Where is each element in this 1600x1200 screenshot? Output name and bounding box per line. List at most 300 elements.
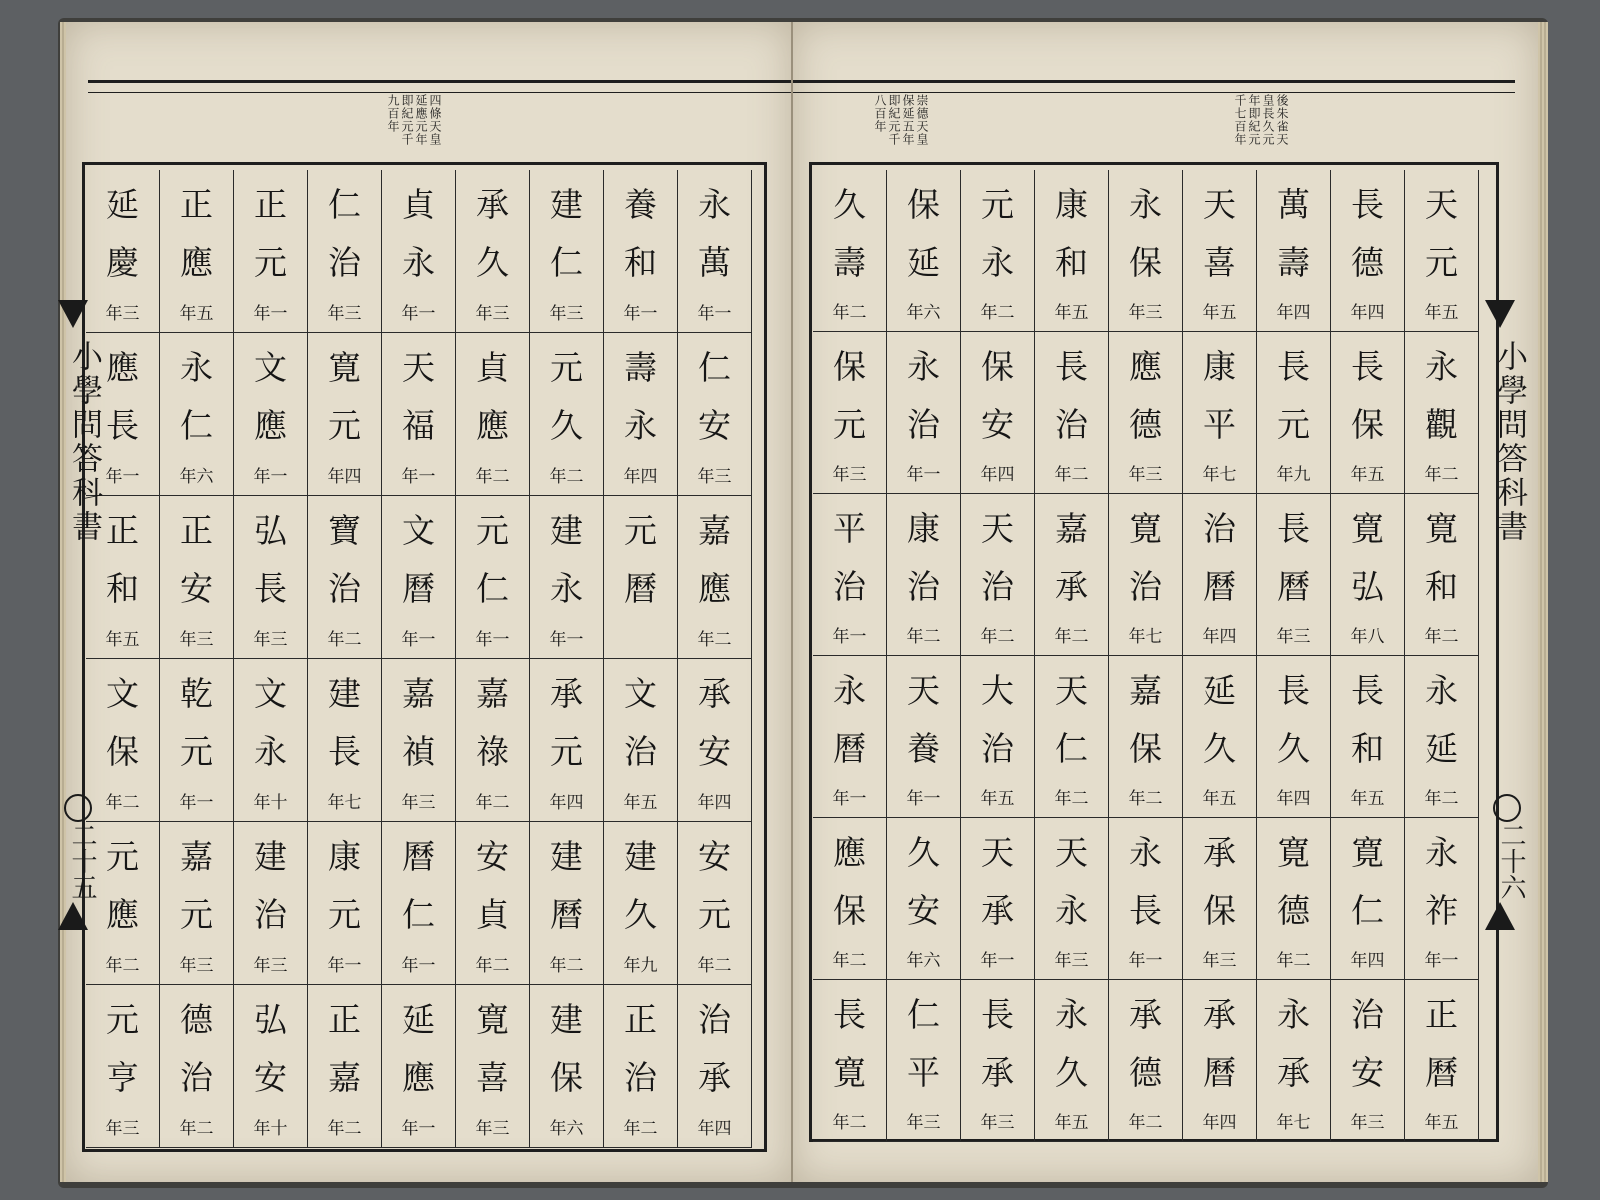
era-name-char-1: 治 <box>1203 509 1236 548</box>
era-name-char-2: 治 <box>180 1058 213 1097</box>
era-name-char-2: 曆 <box>550 895 583 934</box>
era-name-char-1: 延 <box>1203 671 1236 710</box>
era-duration: 年一 <box>401 1119 436 1139</box>
era-name-char-1: 長 <box>1351 671 1384 710</box>
era-cell <box>961 170 1035 332</box>
era-cell <box>1257 818 1331 980</box>
era-cell <box>1257 656 1331 818</box>
era-name-char-1: 寛 <box>1129 509 1162 548</box>
era-name-char-2: 治 <box>981 729 1014 768</box>
era-duration: 年一 <box>327 956 362 976</box>
era-name-char-1: 永 <box>833 671 866 710</box>
era-name-char-2: 安 <box>254 1058 287 1097</box>
era-name-char-2: 承 <box>981 1053 1014 1092</box>
era-name-char-1: 承 <box>1203 995 1236 1034</box>
era-name-char-1: 永 <box>1425 833 1458 872</box>
era-cell <box>382 985 456 1148</box>
era-name-char-1: 天 <box>981 833 1014 872</box>
era-cell <box>604 985 678 1148</box>
era-name-char-1: 正 <box>1425 995 1458 1034</box>
era-name-char-1: 永 <box>907 347 940 386</box>
era-name-char-2: 祿 <box>476 732 509 771</box>
era-duration: 年二 <box>1128 1113 1163 1133</box>
era-cell <box>1035 332 1109 494</box>
era-name-char-1: 建 <box>624 837 657 876</box>
era-cell <box>1331 818 1405 980</box>
era-name-char-1: 承 <box>550 674 583 713</box>
era-name-char-2: 喜 <box>1203 243 1236 282</box>
era-cell <box>1257 980 1331 1142</box>
era-name-char-1: 長 <box>1351 347 1384 386</box>
era-cell <box>530 170 604 333</box>
era-cell <box>1035 980 1109 1142</box>
era-name-char-1: 永 <box>1055 995 1088 1034</box>
era-name-char-1: 貞 <box>476 348 509 387</box>
era-name-char-2: 長 <box>328 732 361 771</box>
era-duration: 年二 <box>980 627 1015 647</box>
era-name-char-1: 承 <box>698 674 731 713</box>
era-name-char-1: 文 <box>106 674 139 713</box>
era-cell <box>1109 494 1183 656</box>
era-duration: 年三 <box>179 630 214 650</box>
era-duration: 年二 <box>697 956 732 976</box>
era-name-char-1: 康 <box>1203 347 1236 386</box>
era-name-char-2: 慶 <box>106 243 139 282</box>
era-name-char-1: 元 <box>476 511 509 550</box>
era-cell <box>1183 980 1257 1142</box>
era-cell <box>813 818 887 980</box>
era-name-char-1: 康 <box>328 837 361 876</box>
era-duration: 年三 <box>179 956 214 976</box>
era-duration: 年四 <box>1350 303 1385 323</box>
era-name-char-1: 壽 <box>624 348 657 387</box>
era-duration: 年三 <box>906 1113 941 1133</box>
era-duration: 年六 <box>549 1119 584 1139</box>
era-name-char-1: 永 <box>1129 833 1162 872</box>
fishtail-mark-top <box>58 300 88 328</box>
era-duration: 年一 <box>906 789 941 809</box>
era-name-char-2: 永 <box>981 243 1014 282</box>
era-name-char-2: 保 <box>1203 891 1236 930</box>
era-cell <box>887 494 961 656</box>
era-name-char-2: 曆 <box>402 569 435 608</box>
era-name-char-2: 仁 <box>402 895 435 934</box>
era-duration: 年一 <box>1128 951 1163 971</box>
era-name-char-2: 元 <box>254 243 287 282</box>
era-cell <box>530 822 604 985</box>
era-name-char-2: 治 <box>981 567 1014 606</box>
era-cell <box>308 822 382 985</box>
era-name-char-2: 治 <box>328 243 361 282</box>
folio-number: 二十六 <box>1496 822 1526 900</box>
era-cell <box>308 333 382 496</box>
era-name-char-2: 治 <box>1055 405 1088 444</box>
era-name-char-2: 應 <box>180 243 213 282</box>
era-name-char-1: 嘉 <box>1129 671 1162 710</box>
era-name-char-1: 寛 <box>476 1000 509 1039</box>
era-name-char-2: 久 <box>1277 729 1310 768</box>
era-cell <box>1257 170 1331 332</box>
era-name-char-2: 安 <box>907 891 940 930</box>
era-cell <box>456 659 530 822</box>
era-duration: 年三 <box>253 956 288 976</box>
era-name-char-1: 長 <box>1055 347 1088 386</box>
era-cell <box>456 985 530 1148</box>
era-name-char-1: 天 <box>907 671 940 710</box>
era-cell <box>1405 494 1479 656</box>
era-name-char-2: 保 <box>1129 243 1162 282</box>
era-duration: 年四 <box>980 465 1015 485</box>
era-cell <box>308 985 382 1148</box>
era-duration: 年二 <box>105 956 140 976</box>
era-name-char-2: 長 <box>254 569 287 608</box>
era-name-char-1: 長 <box>1277 671 1310 710</box>
era-duration: 年一 <box>401 467 436 487</box>
era-name-char-2: 和 <box>1055 243 1088 282</box>
era-name-char-2: 養 <box>907 729 940 768</box>
era-name-char-1: 元 <box>550 348 583 387</box>
era-duration: 年二 <box>980 303 1015 323</box>
era-duration: 年二 <box>1424 465 1459 485</box>
era-name-char-1: 萬 <box>1277 185 1310 224</box>
era-duration: 年一 <box>105 467 140 487</box>
era-cell <box>1405 656 1479 818</box>
era-duration: 年三 <box>105 304 140 324</box>
era-name-char-2: 曆 <box>1277 567 1310 606</box>
era-duration: 年八 <box>1350 627 1385 647</box>
top-rule-thick <box>793 80 1515 83</box>
era-name-char-2: 安 <box>698 732 731 771</box>
era-cell <box>1183 656 1257 818</box>
running-title: 小學問答科書 <box>1491 340 1527 544</box>
era-name-char-1: 仁 <box>698 348 731 387</box>
era-duration: 年一 <box>832 789 867 809</box>
era-name-char-2: 永 <box>624 406 657 445</box>
era-duration: 年二 <box>475 956 510 976</box>
era-name-char-1: 治 <box>698 1000 731 1039</box>
era-cell <box>160 659 234 822</box>
era-cell <box>678 985 752 1148</box>
era-cell <box>234 985 308 1148</box>
era-cell <box>308 170 382 333</box>
running-title: 小學問答科書 <box>66 340 102 544</box>
fishtail-mark-top <box>1485 300 1515 328</box>
era-name-char-1: 仁 <box>328 185 361 224</box>
era-duration: 年四 <box>1202 627 1237 647</box>
era-name-char-1: 元 <box>106 837 139 876</box>
era-name-char-2: 和 <box>106 569 139 608</box>
era-cell <box>961 332 1035 494</box>
era-name-char-2: 治 <box>624 732 657 771</box>
folio-number: 二十五 <box>67 822 97 900</box>
era-name-char-2: 治 <box>907 405 940 444</box>
era-name-char-1: 文 <box>624 674 657 713</box>
era-name-char-2: 萬 <box>698 243 731 282</box>
era-name-char-1: 寛 <box>1425 509 1458 548</box>
era-duration: 年一 <box>980 951 1015 971</box>
era-name-char-1: 正 <box>180 511 213 550</box>
era-name-char-2: 元 <box>180 895 213 934</box>
era-name-char-2: 治 <box>328 569 361 608</box>
era-cell <box>382 333 456 496</box>
era-name-char-2: 仁 <box>550 243 583 282</box>
era-name-char-2: 保 <box>1351 405 1384 444</box>
era-cell <box>234 659 308 822</box>
era-duration: 年四 <box>697 793 732 813</box>
era-name-char-1: 正 <box>254 185 287 224</box>
era-name-char-1: 長 <box>981 995 1014 1034</box>
era-name-char-2: 安 <box>981 405 1014 444</box>
era-cell <box>382 170 456 333</box>
era-duration: 年七 <box>1128 627 1163 647</box>
era-name-char-1: 曆 <box>402 837 435 876</box>
era-cell <box>530 659 604 822</box>
era-cell <box>887 980 961 1142</box>
era-name-char-1: 延 <box>106 185 139 224</box>
era-name-char-2: 和 <box>1351 729 1384 768</box>
era-name-char-1: 天 <box>1055 671 1088 710</box>
era-name-char-2: 承 <box>1055 567 1088 606</box>
right-page <box>793 22 1538 1182</box>
era-cell <box>456 822 530 985</box>
era-cell <box>1405 332 1479 494</box>
era-cell <box>1109 332 1183 494</box>
era-cell <box>813 980 887 1142</box>
era-name-char-2: 喜 <box>476 1058 509 1097</box>
era-duration: 年二 <box>832 1113 867 1133</box>
era-name-char-2: 寛 <box>833 1053 866 1092</box>
era-name-char-2: 延 <box>1425 729 1458 768</box>
era-name-char-2: 保 <box>106 732 139 771</box>
era-name-char-1: 保 <box>833 347 866 386</box>
era-name-char-1: 康 <box>907 509 940 548</box>
era-name-char-2: 長 <box>1129 891 1162 930</box>
era-cell <box>1183 494 1257 656</box>
era-name-char-2: 治 <box>1129 567 1162 606</box>
era-name-char-1: 文 <box>254 674 287 713</box>
era-name-char-1: 嘉 <box>402 674 435 713</box>
era-duration: 年二 <box>1128 789 1163 809</box>
era-cell <box>1109 818 1183 980</box>
era-cell <box>234 170 308 333</box>
era-duration: 年三 <box>401 793 436 813</box>
era-name-char-2: 曆 <box>1203 1053 1236 1092</box>
era-cell <box>86 659 160 822</box>
era-cell <box>234 496 308 659</box>
era-duration: 年二 <box>1054 789 1089 809</box>
era-duration: 年三 <box>1128 303 1163 323</box>
era-duration: 年一 <box>401 630 436 650</box>
era-name-char-2: 應 <box>106 895 139 934</box>
era-cell <box>678 496 752 659</box>
era-name-char-2: 安 <box>180 569 213 608</box>
era-duration: 年三 <box>1054 951 1089 971</box>
era-duration: 年九 <box>623 956 658 976</box>
era-name-char-1: 德 <box>180 1000 213 1039</box>
era-name-char-2: 仁 <box>476 569 509 608</box>
era-name-char-1: 正 <box>624 1000 657 1039</box>
era-duration: 年二 <box>1424 789 1459 809</box>
era-name-char-2: 曆 <box>833 729 866 768</box>
era-name-char-2: 應 <box>254 406 287 445</box>
era-name-char-2: 治 <box>624 1058 657 1097</box>
era-duration: 年四 <box>1202 1113 1237 1133</box>
era-duration: 年五 <box>105 630 140 650</box>
era-cell <box>456 170 530 333</box>
era-cell <box>813 494 887 656</box>
head-note: 後朱雀天 皇長久元 年即紀元 千七百年 <box>1233 94 1289 159</box>
era-cell <box>813 332 887 494</box>
era-name-char-2: 仁 <box>180 406 213 445</box>
era-cell <box>887 818 961 980</box>
era-duration: 年一 <box>623 304 658 324</box>
era-name-char-1: 長 <box>1351 185 1384 224</box>
era-cell <box>308 496 382 659</box>
era-duration: 年一 <box>401 956 436 976</box>
era-duration: 年二 <box>549 467 584 487</box>
era-duration: 年二 <box>1054 465 1089 485</box>
era-duration: 年三 <box>253 630 288 650</box>
era-name-char-1: 正 <box>106 511 139 550</box>
era-name-char-2: 曆 <box>1203 567 1236 606</box>
era-name-char-1: 承 <box>1203 833 1236 872</box>
era-cell <box>530 496 604 659</box>
era-cell <box>1183 818 1257 980</box>
era-name-char-2: 保 <box>550 1058 583 1097</box>
era-name-char-2: 治 <box>833 567 866 606</box>
era-name-char-2: 保 <box>1129 729 1162 768</box>
era-name-char-1: 康 <box>1055 185 1088 224</box>
era-cell <box>1405 818 1479 980</box>
era-duration: 年二 <box>475 467 510 487</box>
era-duration: 年二 <box>549 956 584 976</box>
era-duration: 年二 <box>697 630 732 650</box>
era-cell <box>456 496 530 659</box>
era-name-char-2: 平 <box>1203 405 1236 444</box>
era-cell <box>160 333 234 496</box>
era-name-char-2: 元 <box>328 895 361 934</box>
era-cell <box>1257 332 1331 494</box>
era-duration: 年四 <box>623 467 658 487</box>
era-cell <box>678 170 752 333</box>
era-name-char-2: 永 <box>550 569 583 608</box>
era-name-char-2: 治 <box>254 895 287 934</box>
era-cell <box>1331 332 1405 494</box>
era-cell <box>86 985 160 1148</box>
era-duration: 年二 <box>623 1119 658 1139</box>
era-name-char-1: 永 <box>1425 347 1458 386</box>
era-duration: 年三 <box>327 304 362 324</box>
era-duration: 年一 <box>253 467 288 487</box>
era-duration: 年四 <box>1350 951 1385 971</box>
top-rule-thick <box>88 80 791 83</box>
era-name-char-1: 建 <box>550 1000 583 1039</box>
era-cell <box>382 822 456 985</box>
era-name-char-1: 仁 <box>907 995 940 1034</box>
fishtail-mark-bottom <box>58 902 88 930</box>
era-name-char-1: 養 <box>624 185 657 224</box>
left-page <box>66 22 793 1182</box>
era-name-char-2: 元 <box>833 405 866 444</box>
era-cell <box>1405 980 1479 1142</box>
era-name-char-1: 寛 <box>1351 833 1384 872</box>
era-name-char-1: 長 <box>1277 509 1310 548</box>
era-duration: 年七 <box>1202 465 1237 485</box>
era-cell <box>382 659 456 822</box>
era-name-char-2: 嘉 <box>328 1058 361 1097</box>
era-name-char-1: 永 <box>1129 185 1162 224</box>
era-cell <box>604 333 678 496</box>
top-rule-thin <box>88 92 791 93</box>
era-duration: 年五 <box>1202 303 1237 323</box>
era-duration: 年一 <box>475 630 510 650</box>
era-name-char-2: 永 <box>1055 891 1088 930</box>
head-note: 四條天皇 延應元年 即紀元千 九百年 <box>386 94 442 159</box>
fishtail-mark-bottom <box>1485 902 1515 930</box>
era-name-char-2: 承 <box>698 1058 731 1097</box>
era-name-char-2: 久 <box>476 243 509 282</box>
era-name-char-1: 建 <box>254 837 287 876</box>
era-name-char-2: 和 <box>1425 567 1458 606</box>
era-name-char-2: 延 <box>907 243 940 282</box>
era-duration: 年二 <box>179 1119 214 1139</box>
era-cell <box>530 333 604 496</box>
era-name-char-2: 元 <box>550 732 583 771</box>
era-cell <box>1035 494 1109 656</box>
era-cell <box>160 496 234 659</box>
era-cell <box>234 822 308 985</box>
era-name-char-2: 應 <box>402 1058 435 1097</box>
era-name-char-2: 治 <box>907 567 940 606</box>
era-duration: 年一 <box>401 304 436 324</box>
era-duration: 年三 <box>105 1119 140 1139</box>
era-name-char-1: 弘 <box>254 1000 287 1039</box>
era-duration: 年三 <box>697 467 732 487</box>
era-name-char-1: 嘉 <box>1055 509 1088 548</box>
era-name-char-2: 應 <box>476 406 509 445</box>
era-duration: 年五 <box>1424 303 1459 323</box>
era-duration: 年二 <box>327 1119 362 1139</box>
era-duration: 年六 <box>906 303 941 323</box>
era-cell <box>160 170 234 333</box>
era-duration: 年二 <box>832 303 867 323</box>
era-name-char-1: 文 <box>402 511 435 550</box>
era-name-char-1: 寛 <box>328 348 361 387</box>
era-cell <box>604 496 678 659</box>
era-name-char-2: 久 <box>550 406 583 445</box>
era-name-char-2: 久 <box>1055 1053 1088 1092</box>
era-cell <box>1035 656 1109 818</box>
era-name-char-1: 長 <box>1277 347 1310 386</box>
era-duration: 年六 <box>906 951 941 971</box>
era-cell <box>1331 980 1405 1142</box>
era-duration: 年五 <box>980 789 1015 809</box>
era-name-char-1: 貞 <box>402 185 435 224</box>
era-name-char-2: 弘 <box>1351 567 1384 606</box>
era-name-char-1: 應 <box>1129 347 1162 386</box>
era-duration: 年二 <box>1424 627 1459 647</box>
era-duration: 年四 <box>697 1119 732 1139</box>
era-duration: 年七 <box>1276 1113 1311 1133</box>
era-duration: 年十 <box>253 793 288 813</box>
era-duration: 年四 <box>549 793 584 813</box>
era-name-char-1: 寛 <box>1351 509 1384 548</box>
era-name-char-1: 安 <box>698 837 731 876</box>
era-cell <box>887 332 961 494</box>
era-name-char-2: 元 <box>328 406 361 445</box>
era-name-char-1: 元 <box>981 185 1014 224</box>
era-name-char-2: 永 <box>254 732 287 771</box>
